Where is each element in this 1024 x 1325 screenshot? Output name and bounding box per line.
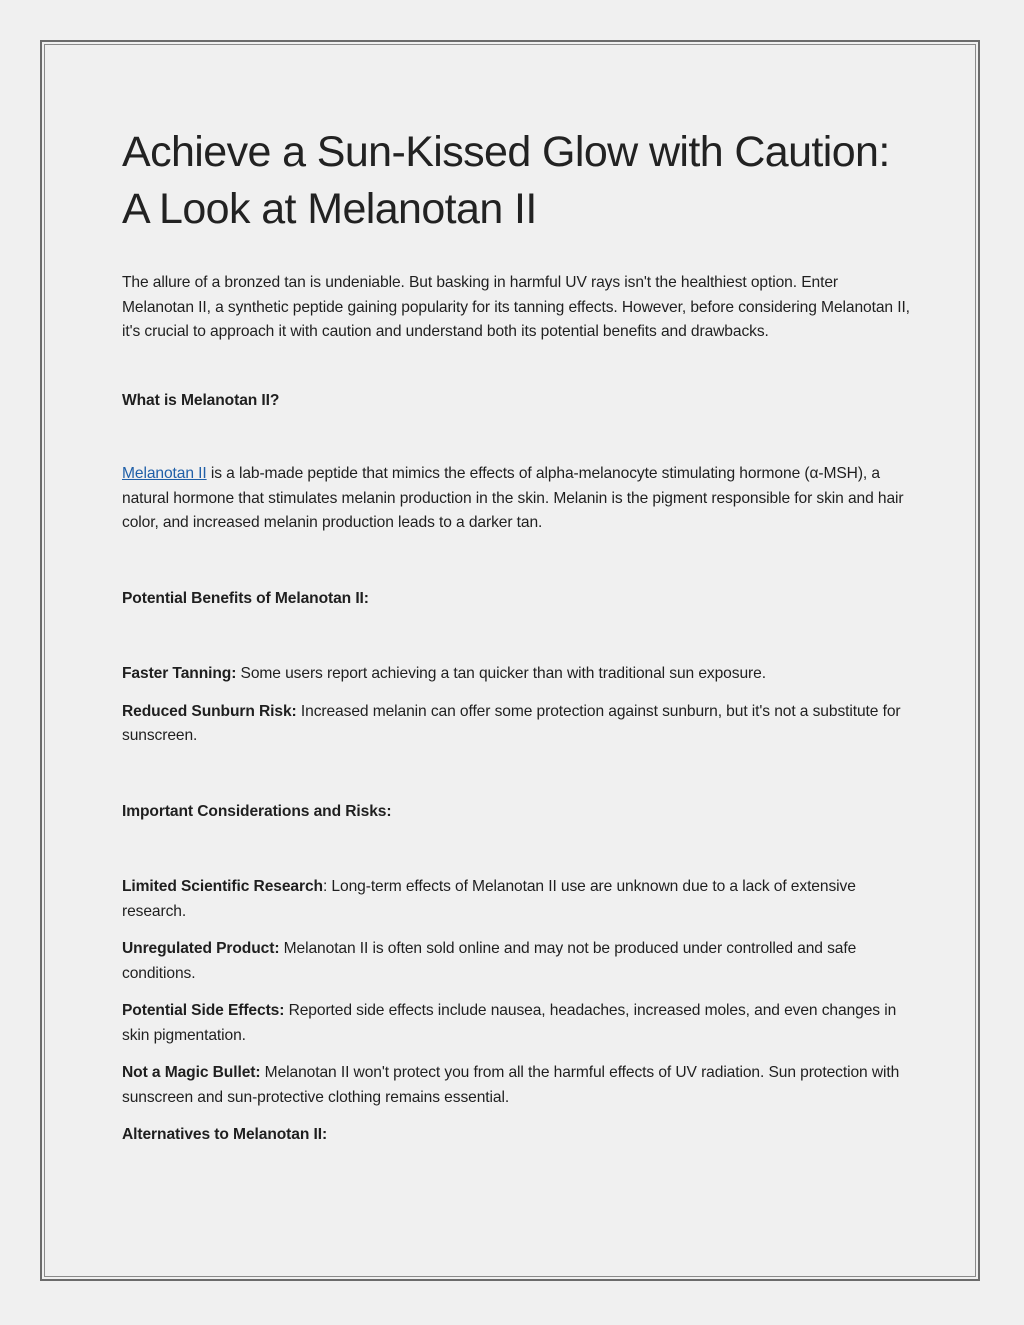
document-title: Achieve a Sun-Kissed Glow with Caution: A Look at Melanotan II xyxy=(122,128,890,233)
benefit-text: Some users report achieving a tan quicker than with traditional sun exposure. xyxy=(236,665,766,682)
risk-text: : Long-term effects of Melanotan II use are unknown due to a lack of extensive research. xyxy=(122,878,856,920)
section-heading-alternatives: Alternatives to Melanotan II: xyxy=(122,1126,328,1143)
definition-paragraph xyxy=(122,462,912,536)
risk-text: Melanotan II won't protect you from all the harmful effects of UV radiation. Sun protection with sunscreen and sun-protective clothing remains essential. xyxy=(122,1064,900,1106)
section-heading-what: What is Melanotan II? xyxy=(122,391,280,409)
risk-item xyxy=(122,937,912,986)
benefit-label: Reduced Sunburn Risk: xyxy=(122,702,297,720)
benefit-text: Increased melanin can offer some protection against sunburn, but it's not a substitute for sunscreen. xyxy=(122,702,901,744)
benefit-label: Faster Tanning: xyxy=(122,665,237,682)
section-heading-risks: Important Considerations and Risks: xyxy=(122,802,392,820)
risk-label: Unregulated Product: xyxy=(122,940,280,957)
risk-item xyxy=(122,999,912,1048)
risk-item xyxy=(122,1061,912,1110)
document-content xyxy=(122,124,912,1148)
risk-label: Not a Magic Bullet: xyxy=(122,1064,261,1081)
definition-text: is a lab-made peptide that mimics the effects of alpha-melanocyte stimulating hormone (α-MSH), a natural hormone that stimulates melanin production in the skin. Melanin is the pigment responsible for skin and hair color, and increased melanin production leads to a darker tan. xyxy=(122,465,904,531)
melanotan-link[interactable]: Melanotan II xyxy=(122,465,207,482)
risk-label: Limited Scientific Research xyxy=(122,878,323,895)
benefit-item xyxy=(122,662,912,687)
risk-item xyxy=(122,875,912,924)
section-heading-benefits: Potential Benefits of Melanotan II: xyxy=(122,589,369,607)
intro-paragraph: The allure of a bronzed tan is undeniable. But basking in harmful UV rays isn't the healthiest option. Enter Melanotan II, a synthetic peptide gaining popularity for its tanning effects. However, before considering Melanotan II, it's crucial to approach it with caution and understand both its potential benefits and drawbacks. xyxy=(122,274,910,340)
risk-text: Reported side effects include nausea, headaches, increased moles, and even changes in skin pigmentation. xyxy=(122,1002,897,1044)
risk-text: Melanotan II is often sold online and may not be produced under controlled and safe conditions. xyxy=(122,940,857,982)
benefit-item xyxy=(122,700,912,749)
risk-label: Potential Side Effects: xyxy=(122,1002,285,1019)
document-page xyxy=(40,40,980,1281)
